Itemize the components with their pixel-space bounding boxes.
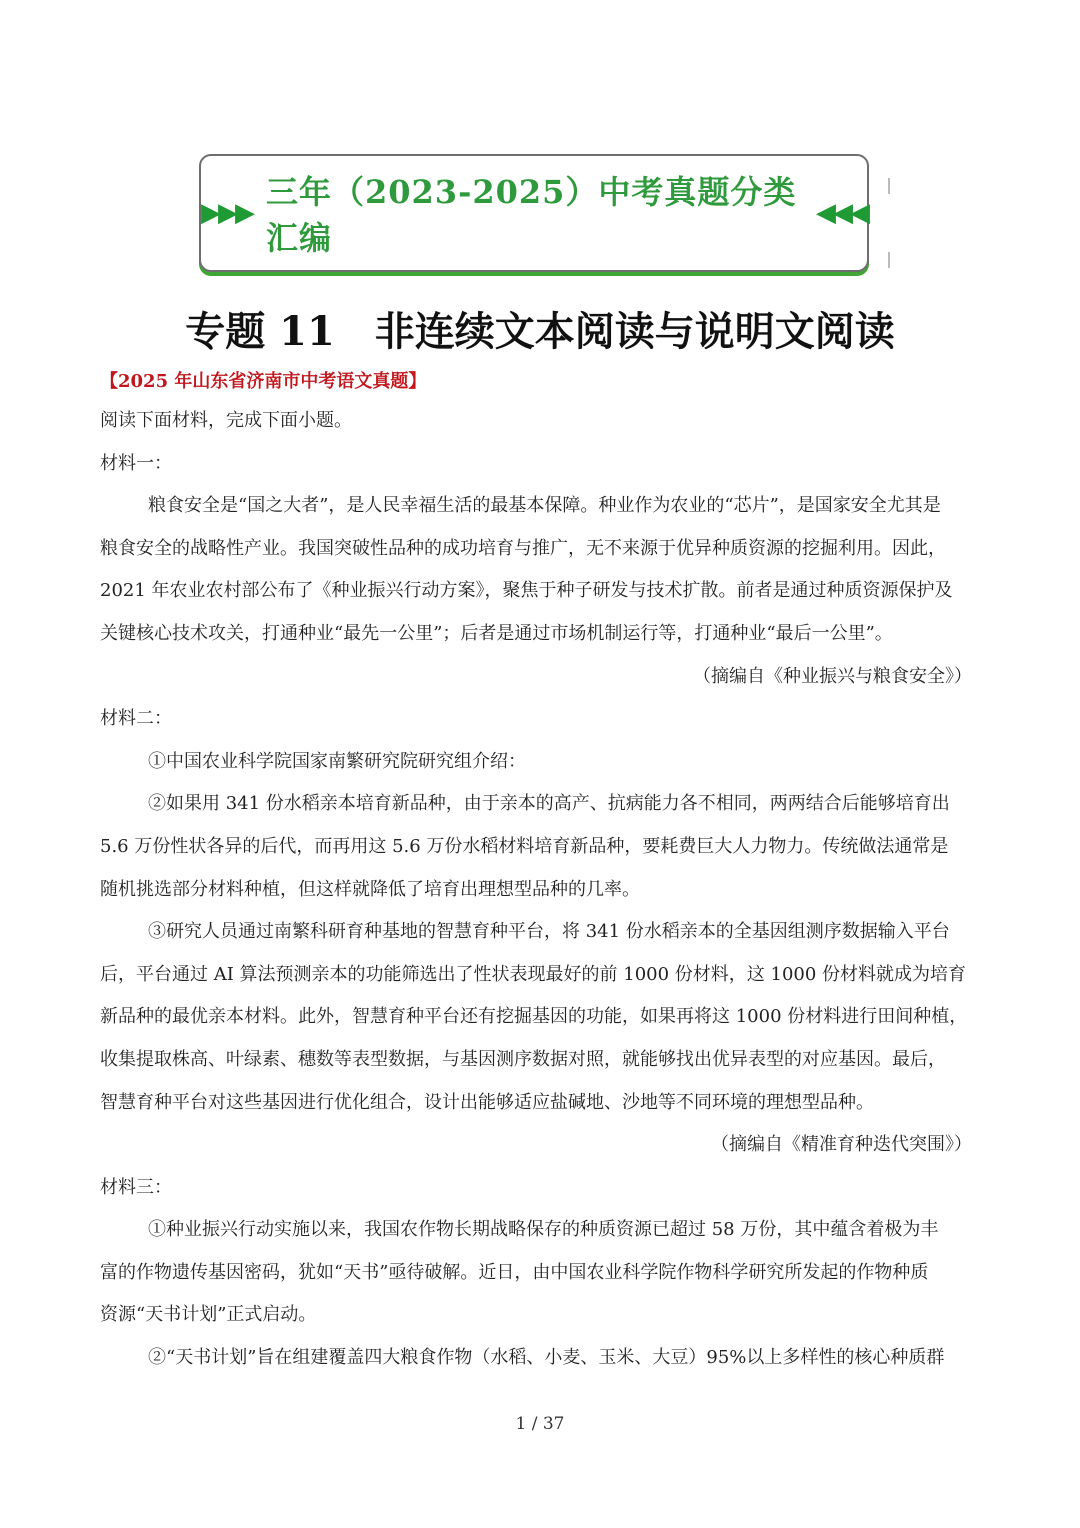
- material-2-citation: （摘编自《精准育种迭代突围》）: [711, 1134, 972, 1156]
- material-1-line: 粮食安全是“国之大者”，是人民幸福生活的最基本保障。种业作为农业的“芯片”，是国家安全尤其是: [148, 495, 941, 517]
- material-1-citation: （摘编自《种业振兴与粮食安全》）: [693, 665, 972, 687]
- material-3-line: 资源“天书计划”正式启动。: [100, 1304, 317, 1326]
- page-number: 1 / 37: [515, 1414, 565, 1434]
- material-2-line: 智慧育种平台对这些基因进行优化组合，设计出能够适应盐碱地、沙地等不同环境的理想型品种。: [100, 1091, 874, 1113]
- material-1-line: 2021 年农业农村部公布了《种业振兴行动方案》，聚焦于种子研发与技术扩散。前者是通过种质资源保护及: [100, 580, 953, 602]
- play-arrows-icon: ▶▶▶: [201, 198, 252, 228]
- material-2-label: 材料二：: [100, 708, 172, 730]
- material-2-line: 5.6 万份性状各异的后代，而再用这 5.6 万份水稻材料培育新品种，要耗费巨大人力物力。传统做法通常是: [100, 835, 949, 857]
- material-2-line: 新品种的最优亲本材料。此外，智慧育种平台还有挖掘基因的功能，如果再将这 1000 份材料进行田间种植，: [100, 1006, 968, 1028]
- material-3-line: ②“天书计划”旨在组建覆盖四大粮食作物（水稻、小麦、玉米、大豆）95%以上多样性的核心种质群: [148, 1347, 945, 1369]
- material-1-line: 关键核心技术攻关，打通种业“最先一公里”；后者是通过市场机制运行等，打通种业“最后一公里”。: [100, 622, 893, 644]
- margin-mark: [888, 252, 890, 268]
- material-3-line: 富的作物遗传基因密码，犹如“天书”亟待破解。近日，由中国农业科学院作物科学研究所发起的作物种质: [100, 1261, 929, 1283]
- material-2-line: ①中国农业科学院国家南繁研究院研究组介绍：: [148, 750, 526, 772]
- source-tag: 【2025 年山东省济南市中考语文真题】: [100, 371, 427, 392]
- material-1-label: 材料一：: [100, 452, 172, 474]
- material-1-line: 粮食安全的战略性产业。我国突破性品种的成功培育与推广，无不来源于优异种质资源的挖掘利用。因此，: [100, 537, 946, 559]
- reverse-arrows-icon: ◀◀◀: [816, 198, 867, 228]
- instruction-text: 阅读下面材料，完成下面小题。: [100, 410, 352, 431]
- material-2-line: ③研究人员通过南繁科研育种基地的智慧育种平台，将 341 份水稻亲本的全基因组测序数据输入平台: [148, 921, 950, 943]
- material-2-line: 后，平台通过 AI 算法预测亲本的功能筛选出了性状表现最好的前 1000 份材料，这 1000 份材料就成为培育: [100, 963, 967, 985]
- material-2-line: 收集提取株高、叶绿素、穗数等表型数据，与基因测序数据对照，就能够找出优异表型的对应基因。最后，: [100, 1048, 946, 1070]
- material-3-label: 材料三：: [100, 1176, 172, 1198]
- margin-mark: [888, 178, 890, 194]
- header-banner: [199, 154, 869, 274]
- page-title: 专题 11 非连续文本阅读与说明文阅读: [185, 308, 895, 355]
- banner-title: 三年（2023-2025）中考真题分类汇编: [266, 173, 797, 257]
- banner-box: [199, 154, 869, 272]
- material-2-line: 随机挑选部分材料种植，但这样就降低了培育出理想型品种的几率。: [100, 878, 640, 900]
- material-3-line: ①种业振兴行动实施以来，我国农作物长期战略保存的种质资源已超过 58 万份，其中蕴含着极为丰: [148, 1219, 939, 1241]
- document-body: [100, 400, 980, 1380]
- material-2-line: ②如果用 341 份水稻亲本培育新品种，由于亲本的高产、抗病能力各不相同，两两结合后能够培育出: [148, 793, 950, 815]
